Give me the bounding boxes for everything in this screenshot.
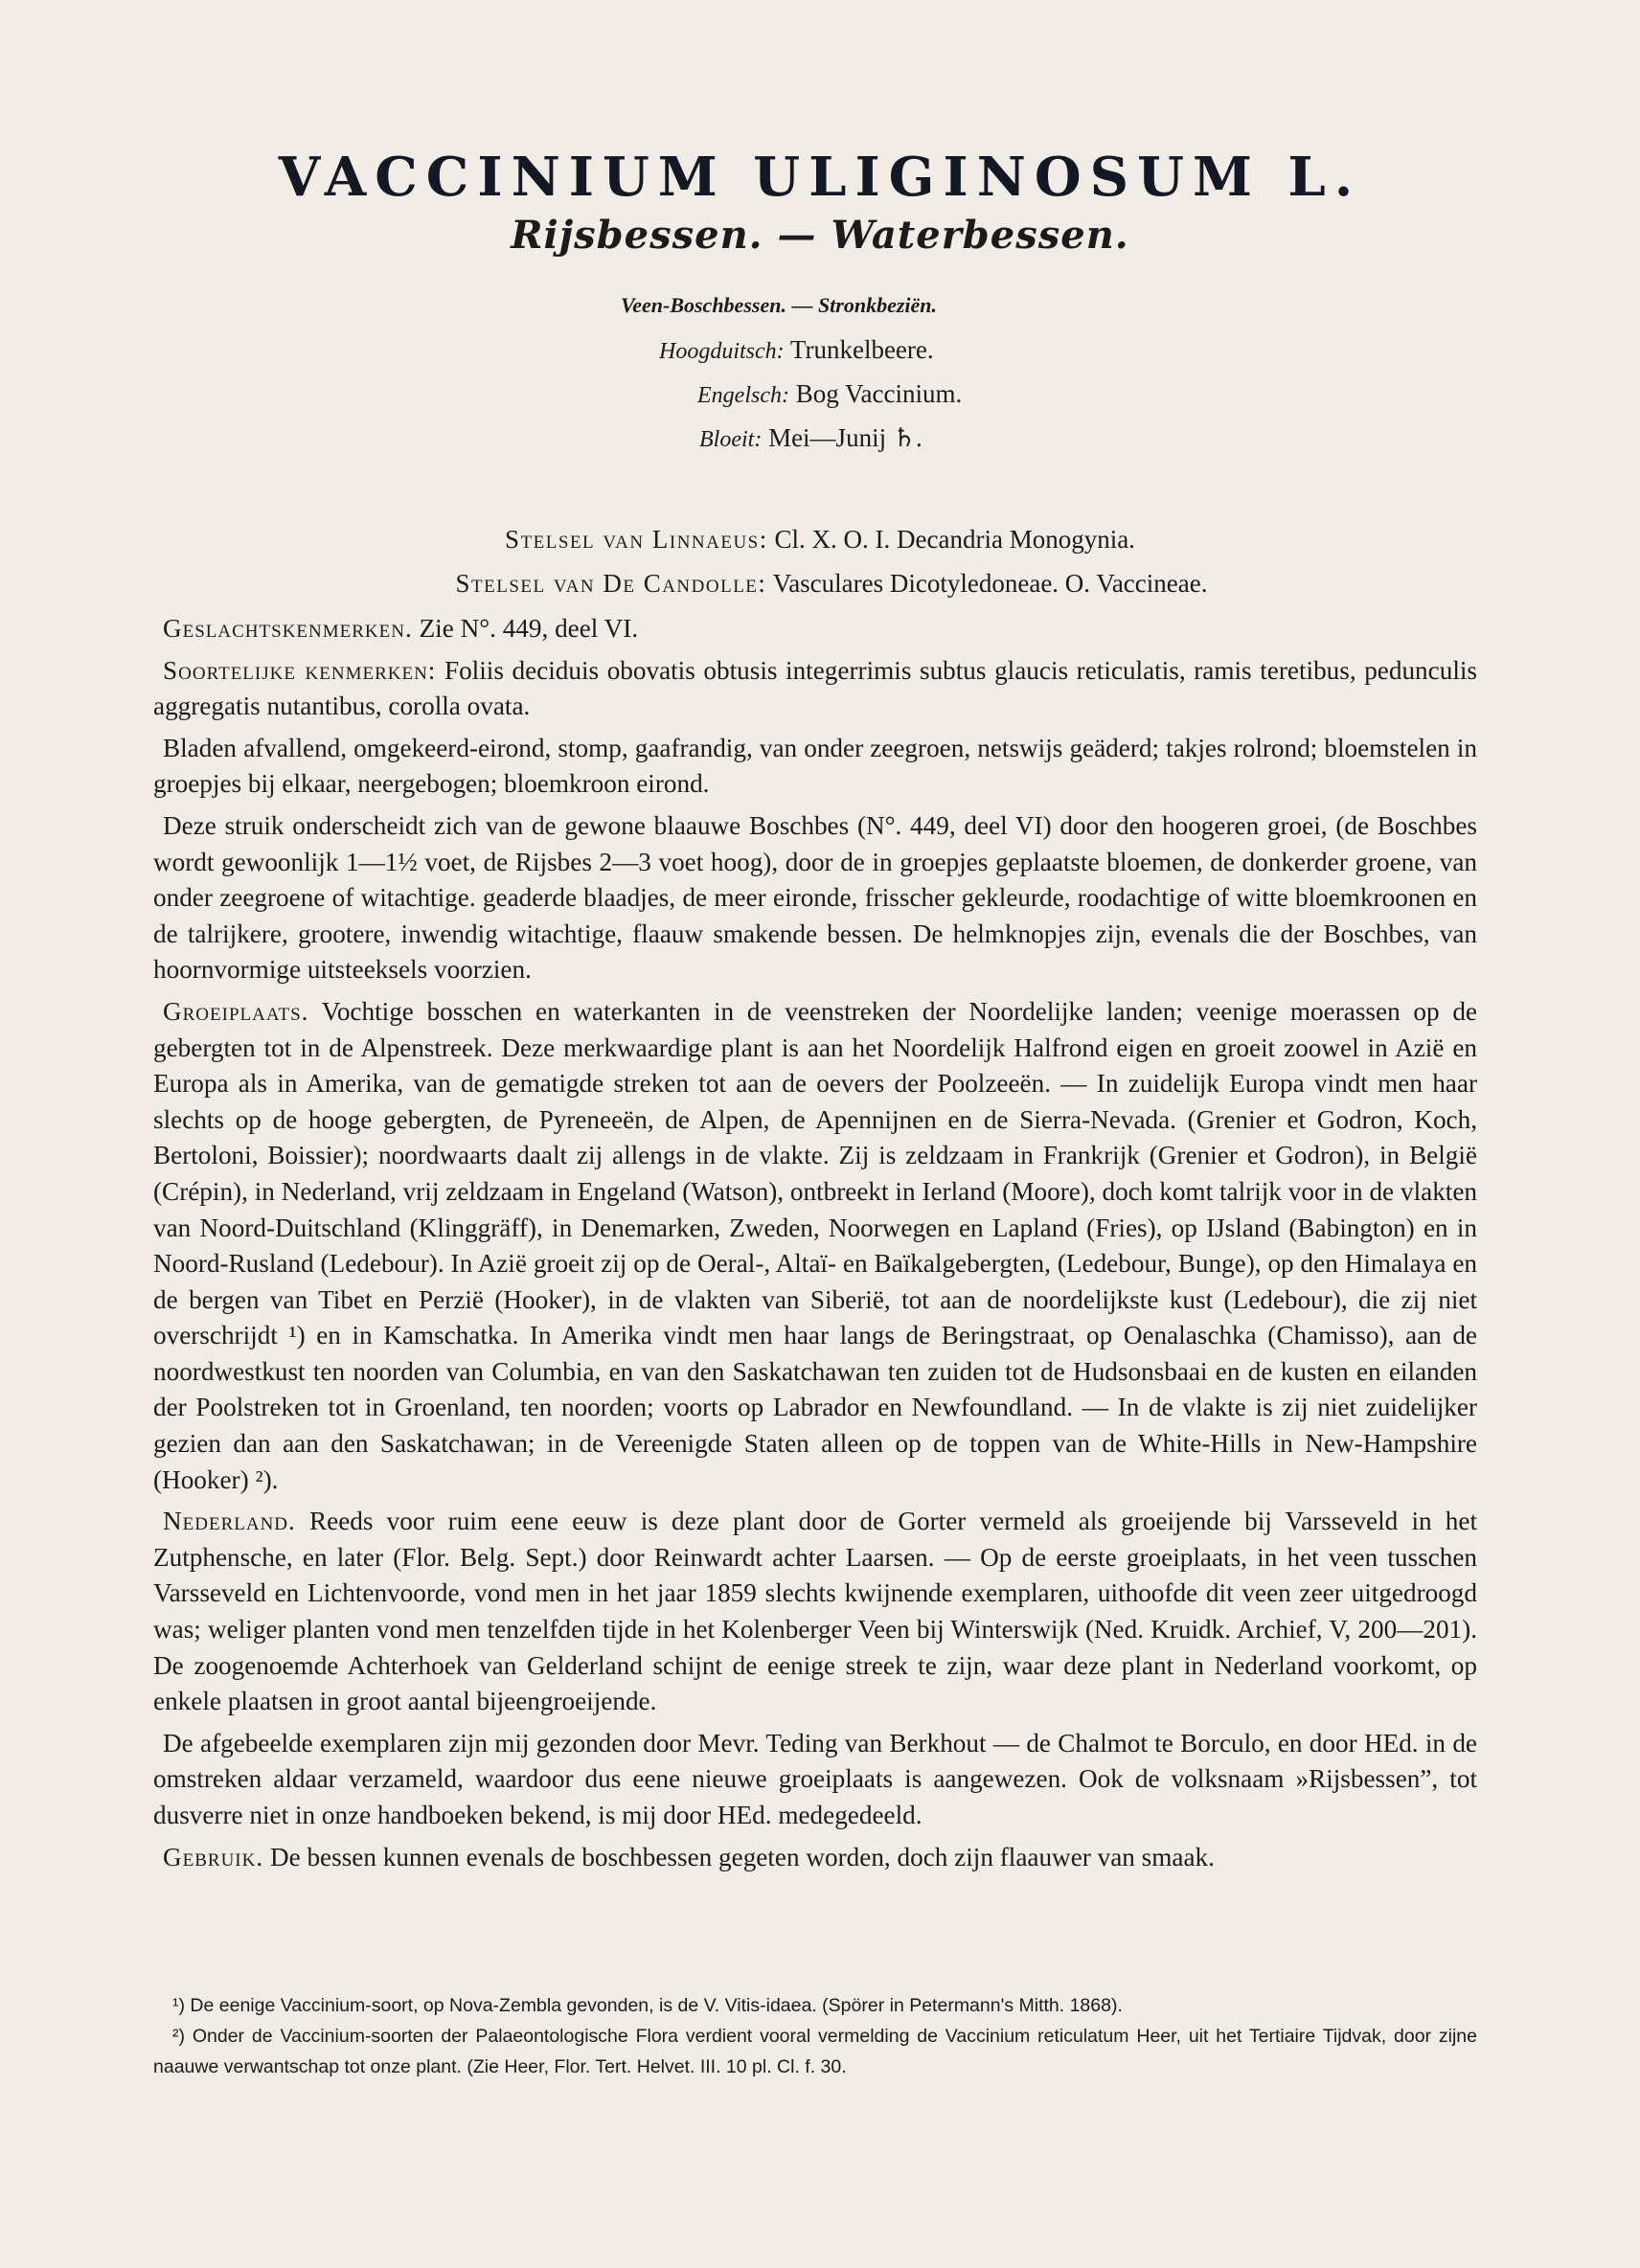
linnaeus-label: Stelsel van Linnaeus: (505, 525, 768, 554)
vernacular-names (0, 284, 1640, 460)
paragraph-habitat (153, 994, 1477, 1498)
footnotes (153, 1990, 1477, 2082)
paragraph-specimens: De afgebeelde exemplaren zijn mij gezonden door Mevr. Teding van Berkhout — de Chalmot te Borculo, en door HEd. in de omstreken aldaar verzameld, waardoor dus eene nieuwe groeiplaats is aangewezen. Ook de volksnaam »Rijsbessen”, tot dusverre niet in onze handboeken bekend, is mij door HEd. medegedeeld. (153, 1728, 1477, 1829)
paragraph-description: Bladen afvallend, omgekeerd-eirond, stomp, gaafrandig, van onder zeegroen, netswijs geäderd; takjes rolrond; bloemstelen in groepjes bij elkaar, neergebogen; bloemkroon eirond. (153, 733, 1477, 799)
text-habitat: Vochtige bosschen en waterkanten in de veenstreken der Noordelijke landen; veenige moerassen op de gebergten tot in de Alpenstreek. Deze merkwaardige plant is aan het Noordelijk Halfrond eigen en groeit zoowel in Azië en Europa als in Amerika, van de gematigde streken tot aan de oevers der Poolzeeën. — In zuidelijk Europa vindt men haar slechts op de hooge gebergten, de Pyreneeën, de Alpen, de Apennijnen en de Sierra-Nevada. (Grenier et Godron, Koch, Bertoloni, Boissier); noordwaarts daalt zij allengs in de vlakte. Zij is zeldzaam in Frankrijk (Grenier et Godron), in België (Crépin), in Nederland, vrij zeldzaam in Engeland (Watson), ontbreekt in Ierland (Moore), doch komt talrijk voor in de vlakten van Noord-Duitschland (Klinggräff), in Denemarken, Zweden, Noorwegen en Lapland (Fries), op IJsland (Babington) en in Noord-Rusland (Ledebour). In Azië groeit zij op de Oeral-, Altaï- en Baïkalgebergten, (Ledebour, Bunge), op den Himalaya en de bergen van Tibet en Perzië (Hooker), in de vlakten van Siberië, tot aan de noordelijkste kust (Ledebour), die zij niet overschrijdt ¹) en in Kamschatka. In Amerika vindt men haar langs de Beringstraat, op Oenalaschka (Chamisso), aan de noordwestkust ten noorden van Columbia, en van den Saskatchawan ten zuiden tot de Hudsonsbaai en de kusten en eilanden der Poolstreken tot in Groenland, ten noorden; voorts op Labrador en Newfoundland. — In de vlakte is zij niet zuidelijker gezien dan aan den Saskatchawan; in de Vereenigde Staten alleen op de toppen van de White-Hills in New-Hampshire (Hooker) ²). (153, 996, 1477, 1494)
lead-netherlands: Nederland. (163, 1507, 296, 1536)
german-label: Hoogduitsch: (659, 339, 785, 364)
footnote-2 (153, 2021, 1477, 2082)
candolle-label: Stelsel van De Candolle: (455, 569, 767, 598)
text-genus: Zie N°. 449, deel VI. (419, 614, 639, 643)
bloom-line (699, 416, 922, 462)
german-name: Trunkelbeere. (789, 335, 934, 364)
lead-genus: Geslachtskenmerken. (163, 614, 413, 643)
candolle-system (23, 569, 1640, 599)
lead-habitat: Groeiplaats. (163, 996, 309, 1026)
candolle-value: Vasculares Dicotyledoneae. O. Vaccineae. (772, 569, 1208, 598)
linnaeus-value: Cl. X. O. I. Decandria Monogynia. (774, 525, 1135, 554)
english-label: Engelsch: (697, 383, 789, 408)
page-subtitle: Rijsbessen. — Waterbessen. (511, 213, 1129, 258)
footnote-2-text: Onder de Vaccinium-soorten der Palaeontologische Flora verdient vooral vermelding de Vaccinium reticulatum Heer, uit het Tertiaire Tijdvak, door zijne naauwe verwantschap tot onze plant. (Zie Heer, Flor. Tert. Helvet. III. 10 pl. Cl. f. 30. (153, 2026, 1477, 2077)
linnaeus-system (0, 525, 1640, 555)
footnote-1 (153, 1990, 1477, 2021)
german-name-line (659, 328, 934, 374)
paragraph-species (153, 653, 1477, 725)
text-species: Foliis deciduis obovatis obtusis integerrimis subtus glaucis reticulatis, ramis teretibus, pedunculis aggregatis nutantibus, corolla ovata. (153, 655, 1477, 721)
paragraph-genus (153, 611, 1477, 647)
page-title: VACCINIUM ULIGINOSUM L. (278, 146, 1362, 209)
footnote-1-mark: ¹) (172, 1995, 185, 2016)
english-name-line (697, 372, 962, 418)
footnote-2-mark: ²) (172, 2026, 185, 2047)
paragraph-use (153, 1840, 1477, 1876)
lead-use: Gebruik. (163, 1842, 264, 1871)
bloom-label: Bloeit: (699, 427, 763, 452)
paragraph-distinction: Deze struik onderscheidt zich van de gewone blaauwe Boschbes (N°. 449, deel VI) door den hoogeren groei, (de Boschbes wordt gewoonlijk 1—1½ voet, de Rijsbes 2—3 voet hoog), door de in groepjes geplaatste bloemen, de donkerder groene, van onder zeegroene of witachtige. geaderde blaadjes, de meer eironde, frisscher gekleurde, roodachtige of witte bloemkroonen en de talrijkere, grootere, inwendig witachtige, flaauw smakende bessen. De helmknopjes zijn, evenals die der Boschbes, van hoornvormige uitsteeksels voorzien. (153, 810, 1477, 985)
footnote-1-text: De eenige Vaccinium-soort, op Nova-Zembla gevonden, is de V. Vitis-idaea. (Spörer in Petermann's Mitth. 1868). (190, 1995, 1123, 2016)
text-netherlands: Reeds voor ruim eene eeuw is deze plant door de Gorter vermeld als groeijende bij Varsseveld in het Zutphensche, en later (Flor. Belg. Sept.) door Reinwardt achter Laarsen. — Op de eerste groeiplaats, in het veen tusschen Varsseveld en Lichtenvoorde, vond men in het jaar 1859 slechts kwijnende exemplaren, uithoofde dit veen zeer uitgedroogd was; weliger planten vond men tenzelfden tijde in het Kolenberger Veen bij Winterswijk (Ned. Kruidk. Archief, V, 200—201). De zoogenoemde Achterhoek van Gelderland schijnt de eenige streek te zijn, waar deze plant in Nederland voorkomt, op enkele plaatsen in groot aantal bijeengroeijende. (153, 1507, 1477, 1716)
bloom-period: Mei—Junij ♄. (768, 423, 922, 452)
title-block (0, 144, 1640, 262)
body-text (153, 611, 1477, 1881)
text-use: De bessen kunnen evenals de boschbessen gegeten worden, doch zijn flaauwer van smaak. (269, 1842, 1215, 1871)
english-name: Bog Vaccinium. (795, 379, 963, 408)
alt-names: Veen-Boschbessen. — Stronkbeziën. (621, 293, 938, 317)
lead-species: Soortelijke kenmerken: (163, 655, 437, 685)
paragraph-netherlands (153, 1504, 1477, 1720)
